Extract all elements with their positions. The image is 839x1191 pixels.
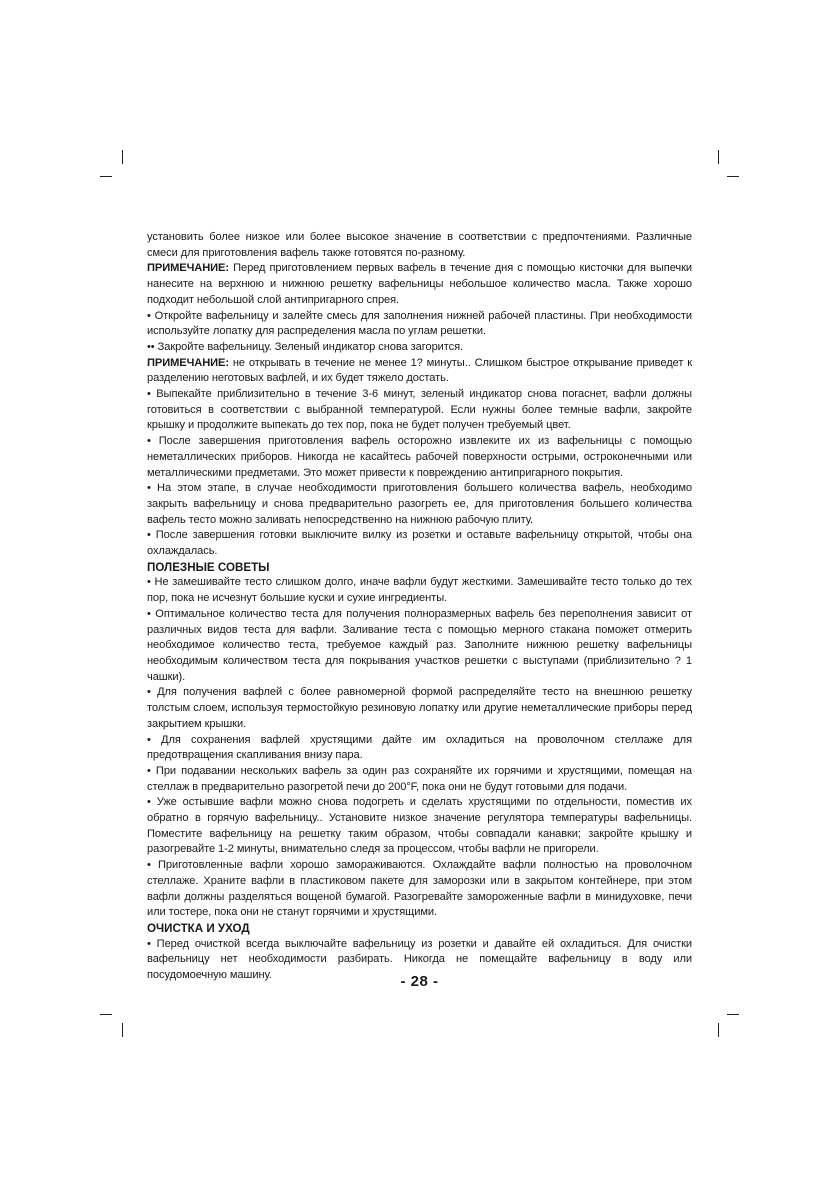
note-label: ПРИМЕЧАНИЕ:: [147, 262, 229, 275]
section-title-cleaning: ОЧИСТКА И УХОД: [147, 921, 250, 935]
note-text: Перед приготовлением первых вафель в течение дня с помощью кисточки для выпечки нанесите на верхнюю и нижнюю решетку вафельницы небольшое количество масла. Также хорошо подходит небольшой слой антипригарного спрея.: [147, 262, 692, 306]
cleaning-item: • Перед очисткой всегда выключайте вафельницу из розетки и давайте ей охладиться. Для очистки вафельницу нет необходимости разбирать. Никогда не помещайте вафельницу в воду или посудомоечную машину.: [147, 937, 692, 982]
tip-item: • Для получения вафлей с более равномерной формой распределяйте тесто на внешнюю решетку толстым слоем, используя термостойкую резиновую лопатку или другие неметаллические приборы перед закрытием крышки.: [147, 686, 692, 730]
paragraph: • После завершения приготовления вафель осторожно извлеките их из вафельницы с помощью неметаллических приборов. Никогда не касайтесь рабочей поверхности острыми, остроконечными или металлическими предметами. Это может привести к повреждению антипригарного покрытия.: [147, 435, 692, 479]
paragraph: • На этом этапе, в случае необходимости приготовления большего количества вафель, необходимо закрыть вафельницу и снова предварительно разогреть ее, для приготовления большего количества вафель тесто можно заливать непосредственно на нижнюю рабочую плиту.: [147, 482, 692, 526]
note-paragraph: [147, 356, 692, 387]
tip-item: • Не замешивайте тесто слишком долго, иначе вафли будут жесткими. Замешивайте тесто только до тех пор, пока не исчезнут большие куски и сухие ингредиенты.: [147, 576, 692, 605]
crop-mark: [100, 1014, 112, 1015]
tip-item: • Оптимальное количество теста для получения полноразмерных вафель без переполнения зависит от различных видов теста для вафли. Заливание теста с помощью мерного стакана поможет отмерить необходимое количество теста, требуемое каждый раз. Заполните нижнюю решетку вафельницы необходимым количеством теста для покрывания участков решетки с выступами (приблизительно ? 1 чашки).: [147, 607, 692, 683]
paragraph: • Выпекайте приблизительно в течение 3-6 минут, зеленый индикатор снова погаснет, вафли должны готовиться в соответствии с выбранной температурой. Если нужны более темные вафли, закройте крышку и продолжите выпекать до тех пор, пока не будет получен требуемый цвет.: [147, 388, 692, 432]
page-number: - 28 -: [400, 973, 439, 990]
paragraph: • После завершения готовки выключите вилку из розетки и оставьте вафельницу открытой, чтобы она охлаждалась.: [147, 529, 692, 558]
tip-item: • Для сохранения вафлей хрустящими дайте им охладиться на проволочном стеллаже для предотвращения скапливания внизу пара.: [147, 733, 692, 762]
tip-item: • При подавании нескольких вафель за один раз сохраняйте их горячими и хрустящими, помещая на стеллаж в предварительно разогретой печи до 200°F, пока они не будут готовыми для подачи.: [147, 764, 692, 793]
paragraph: •• Закройте вафельницу. Зеленый индикатор снова загорится.: [147, 340, 464, 353]
crop-mark: [122, 150, 123, 164]
note-paragraph: [147, 261, 692, 308]
note-text: не открывать в течение не менее 1? минуты.. Слишком быстрое открывание приведет к разделению неготовых вафлей, и их будет тяжело достать.: [147, 356, 692, 385]
crop-mark: [122, 1023, 123, 1037]
crop-mark: [718, 1023, 719, 1037]
tip-item: • Уже остывшие вафли можно снова подогреть и сделать хрустящими по отдельности, поместив их обратно в горячую вафельницу.. Установите низкое значение регулятора температуры вафельницы. Поместите вафельницу на решетку таким образом, чтобы совпадали канавки; закройте крышку и разогревайте 1-2 минуты, внимательно следя за процессом, чтобы вафли не пригорели.: [147, 796, 692, 856]
tip-item: • Приготовленные вафли хорошо замораживаются. Охлаждайте вафли полностью на проволочном стеллаже. Храните вафли в пластиковом пакете для заморозки или в закрытом контейнере, при этом вафли должны разделяться вощеной бумагой. Разогревайте замороженные вафли в минидуховке, печи или тостере, пока они не станут горячими и хрустящими.: [147, 859, 692, 919]
paragraph: • Откройте вафельницу и залейте смесь для заполнения нижней рабочей пластины. При необходимости используйте лопатку для распределения масла по углам решетки.: [147, 309, 692, 338]
page-body: [147, 230, 692, 984]
crop-mark: [727, 1014, 739, 1015]
crop-mark: [100, 176, 112, 177]
crop-mark: [718, 150, 719, 164]
paragraph: установить более низкое или более высокое значение в соответствии с предпочтениями. Различные смеси для приготовления вафель также готовятся по-разному.: [147, 231, 692, 259]
note-label: ПРИМЕЧАНИЕ:: [147, 356, 229, 369]
section-title-tips: ПОЛЕЗНЫЕ СОВЕТЫ: [147, 560, 270, 574]
crop-mark: [727, 176, 739, 177]
